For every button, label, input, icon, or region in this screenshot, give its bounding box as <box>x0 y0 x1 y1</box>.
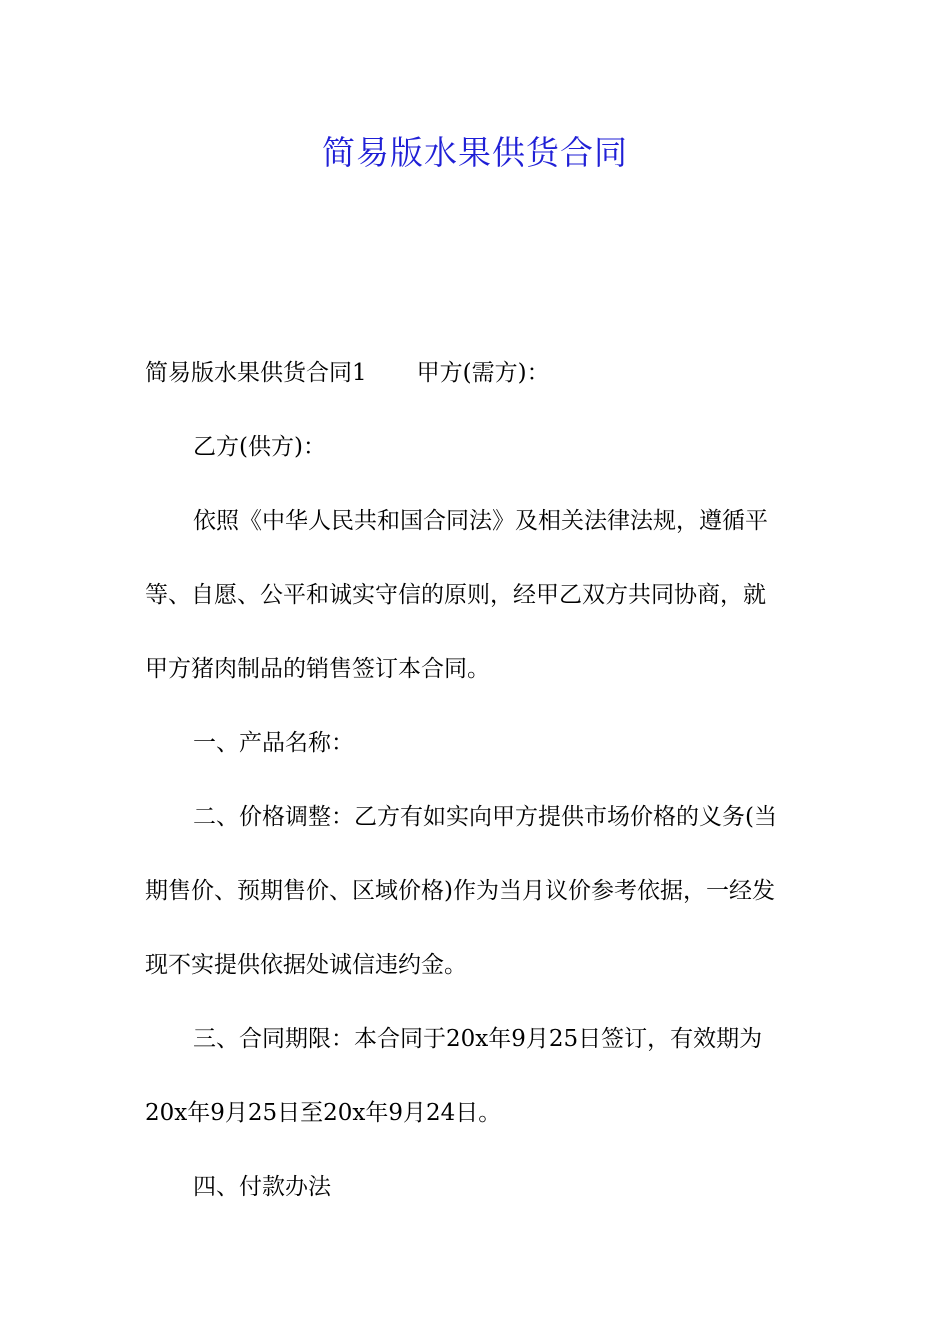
paragraph-line: 20x年9月25日至20x年9月24日。 <box>145 1100 502 1126</box>
document-body <box>145 336 807 1224</box>
section-product-name: 一、产品名称： <box>193 730 354 756</box>
paragraph-line: 等、自愿、公平和诚实守信的原则，经甲乙双方共同协商，就 <box>145 582 766 608</box>
party-a-label: 甲方(需方)： <box>416 360 550 386</box>
heading-line <box>145 336 807 410</box>
paragraph-line: 依照《中华人民共和国合同法》及相关法律法规，遵循平 <box>193 508 768 534</box>
party-b-label: 乙方(供方)： <box>193 434 326 460</box>
paragraph-line: 甲方猪肉制品的销售签订本合同。 <box>145 656 490 682</box>
section-contract-term: 三、合同期限：本合同于20x年9月25日签订，有效期为 <box>193 1026 763 1052</box>
paragraph-line: 期售价、预期售价、区域价格)作为当月议价参考依据，一经发 <box>145 878 775 904</box>
contract-subtitle: 简易版水果供货合同1 <box>145 360 367 386</box>
paragraph-line: 现不实提供依据处诚信违约金。 <box>145 952 467 978</box>
section-price-adjustment: 二、价格调整：乙方有如实向甲方提供市场价格的义务(当 <box>193 804 777 830</box>
document-title: 简易版水果供货合同 <box>322 133 628 172</box>
section-payment-method: 四、付款办法 <box>193 1174 331 1200</box>
